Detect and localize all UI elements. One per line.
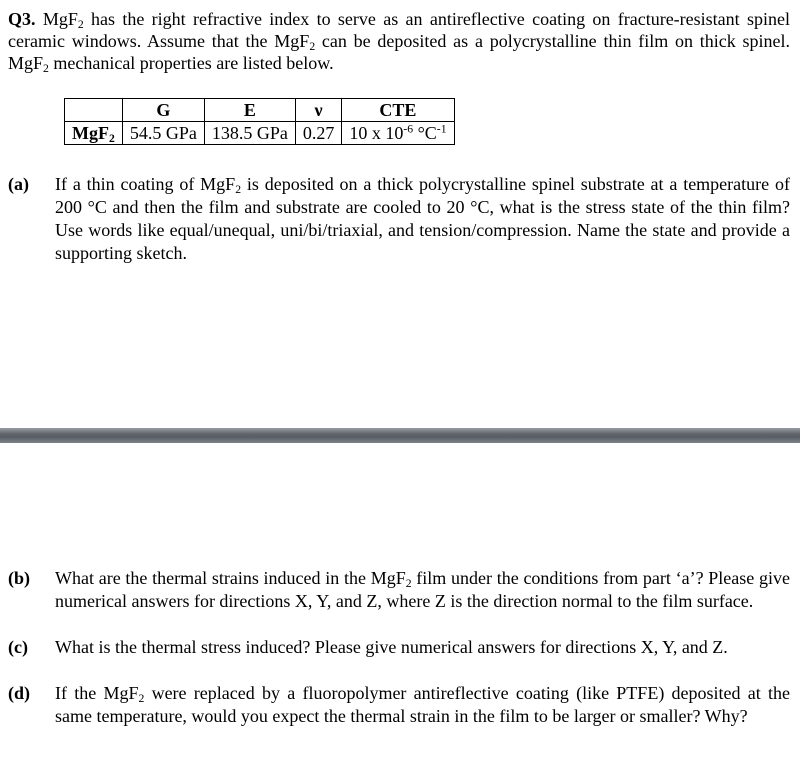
- table-corner-cell: [65, 99, 123, 122]
- part-b: [8, 567, 790, 613]
- part-d: [8, 682, 790, 728]
- value-shear-modulus: 54.5 GPa: [122, 122, 204, 145]
- part-d-label: (d): [8, 683, 30, 703]
- subscript: 2: [43, 61, 49, 75]
- header-poisson-ratio: ν: [295, 99, 342, 122]
- question-intro: [8, 8, 790, 74]
- header-youngs-modulus: E: [204, 99, 295, 122]
- table-header-row: [65, 99, 455, 122]
- question-number: Q3.: [8, 9, 36, 29]
- intro-text-4: mechanical properties are listed below.: [48, 53, 334, 73]
- part-a-text: If a thin coating of MgF$_2$ is deposited on a thick polycrystalline spinel substrate at a temperature of 200 °C and then the film and substrate are cooled to 20 °C, what is the stress state of the thin film? Use words like equal/unequal, uni/bi/triaxial, and tension/compression. Name the state and provide a supporting sketch.: [55, 174, 790, 263]
- value-youngs-modulus: 138.5 GPa: [204, 122, 295, 145]
- table-row: [65, 122, 455, 145]
- subscript: 2: [309, 39, 316, 53]
- part-b-label: (b): [8, 568, 30, 588]
- intro-text-1: MgF: [35, 9, 78, 29]
- part-d-text: If the MgF$_2$ were replaced by a fluoropolymer antireflective coating (like PTFE) deposited at the same temperature, would you expect the thermal strain in the film to be larger or smaller? Why?: [55, 683, 790, 726]
- properties-table: [64, 98, 455, 145]
- part-c-label: (c): [8, 637, 28, 657]
- part-b-text: What are the thermal strains induced in the MgF$_2$ film under the conditions from part ‘a’? Please give numerical answers for directions X, Y, and Z, where Z is the direction normal to the film surface.: [55, 568, 790, 611]
- subscript: 2: [77, 17, 84, 31]
- section-divider-bar: [0, 428, 800, 443]
- part-a-label: (a): [8, 174, 29, 194]
- header-cte: CTE: [342, 99, 454, 122]
- row-label-mgf2: MgF$_2$: [65, 122, 123, 145]
- part-a: [8, 173, 790, 265]
- part-c-text: What is the thermal stress induced? Please give numerical answers for directions X, Y, and Z.: [55, 637, 728, 657]
- value-cte: 10 x $10^{-6}$ $^\circ C^{-1}$: [342, 122, 454, 145]
- header-shear-modulus: G: [122, 99, 204, 122]
- value-poisson-ratio: 0.27: [295, 122, 342, 145]
- intro-text-2: has the right refractive index to serve as an antireflective coating on fracture-resistant spinel ceramic windows. Assume that the MgF: [8, 9, 790, 51]
- part-c: [8, 636, 790, 659]
- intro-text-3: can be deposited as a polycrystalline thin film on thick spinel. MgF: [8, 31, 790, 73]
